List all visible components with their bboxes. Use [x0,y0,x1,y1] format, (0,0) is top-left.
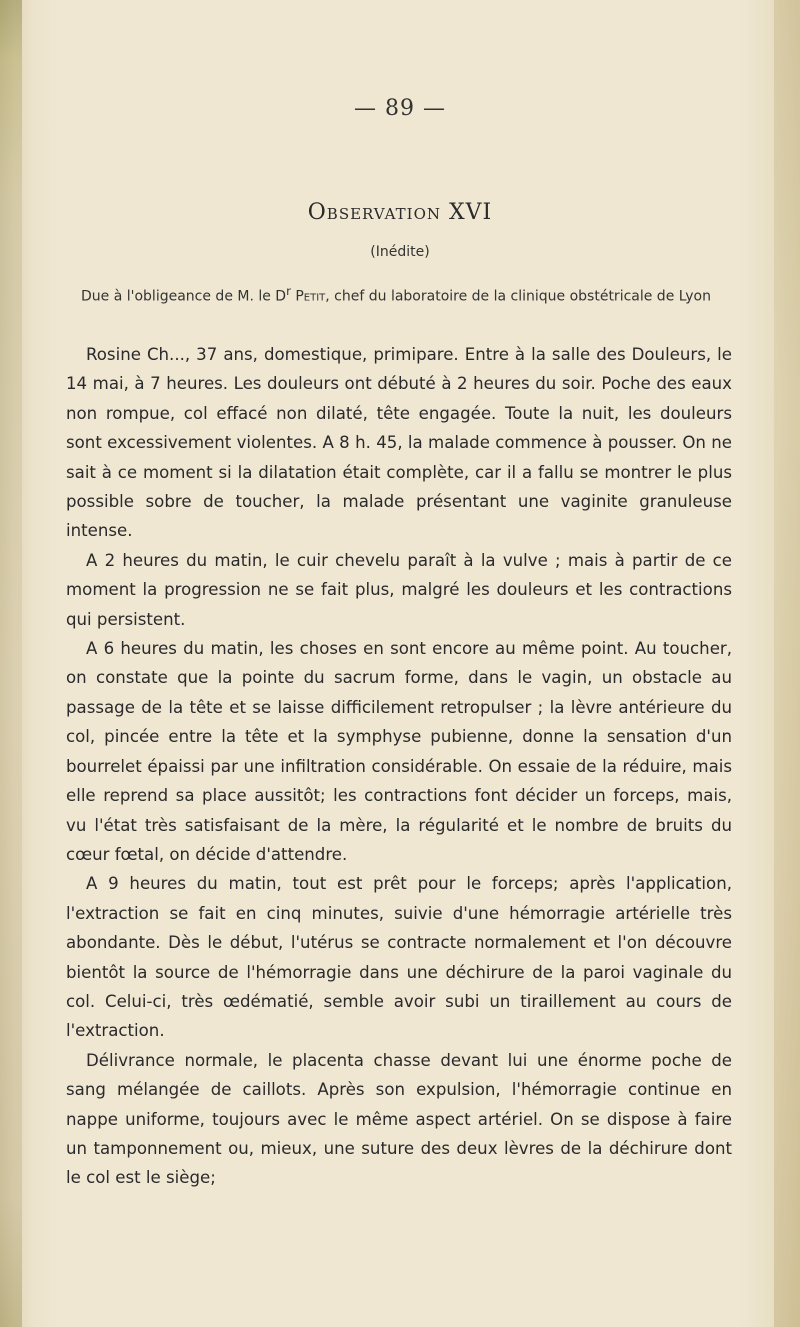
observation-subtitle: (Inédite) [370,244,430,260]
paragraph-4: A 9 heures du matin, tout est prêt pour le forceps; après l'application, l'extraction se fait en cinq minutes, suivie d'une hémorragie artérielle très abondante. Dès le début, l'utérus se contracte normalement et l'on découvre bientôt la source de l'hémorragie dans une déchirure de la paroi vaginale du col. Celui-ci, très œdématié, semble avoir subi un tiraillement au cours de l'extraction. [66,874,732,1041]
observation-credit [66,280,726,308]
observation-body [66,340,732,1193]
paragraph-5: Délivrance normale, le placenta chasse devant lui une énorme poche de sang mélangée de caillots. Après son expulsion, l'hémorragie continue en nappe uniforme, toujours avec le même aspect artériel. On se dispose à faire un tamponnement ou, mieux, une suture des deux lèvres de la déchirure dont le col est le siège; [66,1050,732,1188]
paragraph-1: Rosine Ch..., 37 ans, domestique, primipare. Entre à la salle des Douleurs, le 14 mai, à 7 heures. Les douleurs ont débuté à 2 heures du soir. Poche des eaux non rompue, col effacé non dilaté, tête engagée. Toute la nuit, les douleurs sont excessivement violentes. A 8 h. 45, la malade commence à pousser. On ne sait à ce moment si la dilatation était complète, car il a fallu se montrer le plus possible sobre de toucher, la malade présentant une vaginite granuleuse intense. [66,345,732,541]
paragraph-2: A 2 heures du matin, le cuir chevelu paraît à la vulve ; mais à partir de ce moment la progression ne se fait plus, malgré les douleurs et les contractions qui persistent. [66,550,732,629]
credit-text-after: , chef du laboratoire de la clinique obstétricale de Lyon [325,288,711,305]
credit-doctor-name: Petit [295,288,326,305]
credit-text-before: Due à l'obligeance de M. le D [81,288,287,305]
observation-title: Observation XVI [307,200,493,225]
paragraph-3: A 6 heures du matin, les choses en sont encore au même point. Au toucher, on constate que la pointe du sacrum forme, dans le vagin, un obstacle au passage de la tête et se laisse difficilement retropulser ; la lèvre antérieure du col, pincée entre la tête et la symphyse pubienne, donne la sensation d'un bourrelet épaissi par une infiltration considérable. On essaie de la réduire, mais elle reprend sa place aussitôt; les contractions font décider un forceps, mais, vu l'état très satisfaisant de la mère, la régularité et le nombre de bruits du cœur fœtal, on décide d'attendre. [66,639,732,864]
page-number: — 89 — [354,96,446,121]
credit-doctor-sup: r [286,284,291,298]
